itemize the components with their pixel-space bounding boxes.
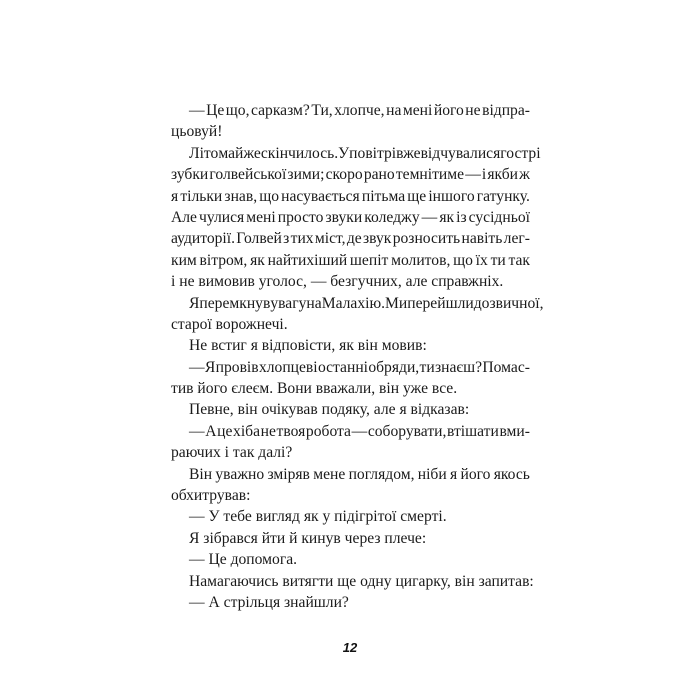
text-line: цьовуй!: [171, 123, 223, 141]
text-line: старої ворожнечі.: [171, 315, 288, 333]
text-line: зубки голвейської зими; скоро рано темнітиме — і якби ж: [171, 166, 530, 184]
text-line: я тільки знав, що насувається пітьма ще іншого гатунку.: [171, 187, 530, 205]
text-line: Я перемкнув увагу на Малахію. Ми перейшли до звичної,: [189, 294, 544, 312]
text-line: Намагаючись витягти ще одну цигарку, він запитав:: [189, 572, 534, 590]
text-line: — Це що, сарказм? Ти, хлопче, на мені його не відпра-: [189, 102, 530, 119]
page-number: 12: [342, 640, 358, 655]
text-line: Певне, він очікував подяку, але я відказав:: [189, 401, 470, 419]
text-line: — Я провів хлопцеві останні обряди, ти знаєш? Помас-: [189, 358, 530, 376]
text-line: Він уважно зміряв мене поглядом, ніби я його якось: [189, 465, 530, 483]
text-line: — А це хіба не твоя робота — соборувати, втішати вми-: [189, 422, 530, 440]
text-line: аудиторії. Голвей з тих міст, де звук розносить навіть лег-: [171, 230, 530, 248]
text-line: Але чулися мені просто звуки коледжу — як із сусідньої: [171, 208, 530, 226]
text-line: — Це допомога.: [189, 551, 298, 569]
text-line: раючих і так далі?: [171, 444, 293, 462]
text-line: Літо майже скінчилось. У повітрі вже відчувалися гострі: [189, 144, 541, 162]
text-line: і не вимовив уголос, — безгучних, але справжніх.: [171, 273, 504, 291]
text-line: — У тебе вигляд як у підігрітої смерті.: [189, 508, 447, 526]
page-body-text: [171, 100, 544, 613]
text-line: Не встиг я відповісти, як він мовив:: [189, 337, 427, 355]
text-line: — А стрільця знайшли?: [189, 593, 349, 611]
text-line: Я зібрався йти й кинув через плече:: [189, 529, 427, 547]
text-line: тив його єлеєм. Вони вважали, він уже все.: [171, 380, 458, 398]
text-line: ким вітром, як найтихіший шепіт молитов, що їх ти так: [171, 251, 530, 269]
text-line: обхитрував:: [171, 487, 251, 505]
